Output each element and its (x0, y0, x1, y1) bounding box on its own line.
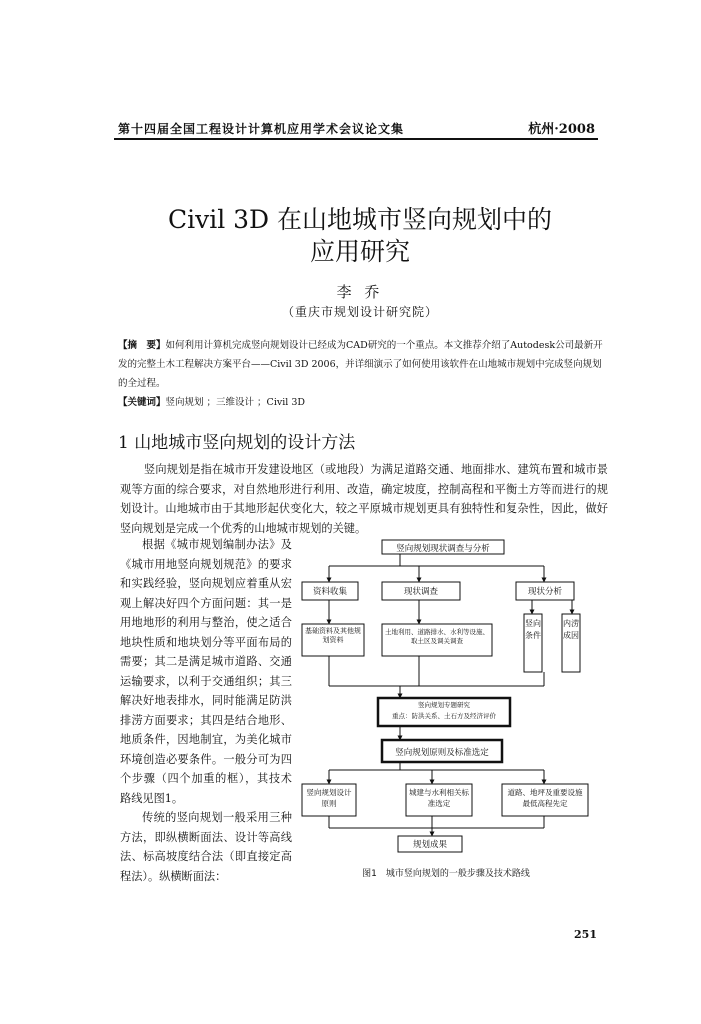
figure-caption: 图1 城市竖向规划的一般步骤及技术路线 (362, 869, 530, 879)
section-title: 1 山地城市竖向规划的设计方法 (118, 433, 356, 453)
keywords-label: 【关键词】 (118, 397, 166, 408)
keywords-text: 竖向规划 ；三维设计 ；Civil 3D (165, 397, 305, 408)
paragraph-1: 竖向规划是指在城市开发建设地区（或地段）为满足道路交通、地面排水、建筑布置和城市景观等方面的综合要求，对自然地形进行利用、改造，确定坡度，控制高程和平衡土方等而进行的规划设计。山地城市由于其地形起伏变化大，较之平原城市规划更具有独特性和复杂性，因此，做好竖向规划是完成一个优秀的山地城市规划的关键。 (120, 463, 608, 535)
box-data-collection: 资料收集 (312, 587, 348, 597)
paper-title-line-2: 应用研究 (309, 237, 410, 266)
flowchart-figure (296, 536, 608, 888)
paper-title-line-1: Civil 3D 在山地城市竖向规划中的 (167, 205, 553, 234)
keywords (118, 394, 608, 408)
box-special-study: 竖向规划专题研究 (418, 701, 470, 709)
box-planning-results: 规划成果 (412, 840, 448, 850)
box-survey-analysis: 竖向规划现状调查与分析 (396, 544, 490, 554)
box-land-use-survey: 土地利用、道路排水、水利等设施、取土区及调关调查 (385, 628, 489, 645)
box-site-analysis: 现状分析 (527, 587, 563, 597)
paragraph-2: 根据《城市规划编制办法》及《城市用地竖向规划规范》的要求和实践经验，竖向规划应着重从宏观上解决好四个方面问题：其一是用地地形的利用与整治，使之适合地块性质和地块划分等平面布局的需要；其二是满足城市道路、交通运输要求，以利于交通组织；其三解决好地表排水，同时能满足防洪排涝方面要求；其四是结合地形、地质条件，因地制宜，为美化城市环境创造必要条件。一般分可为四个步骤（四个加重的框），其技术路线见图1。 (120, 538, 292, 805)
box-waterlogging-causes: 内涝成因 (563, 619, 579, 640)
abstract-text: 如何利用计算机完成竖向规划设计已经成为CAD研究的一个重点。本文推荐介绍了Autodesk公司最新开发的完整土木工程解决方案平台——Civil 3D 2006，并详细演示了如何使用该软件在山地城市规划中完成竖向规划的全过程。 (118, 340, 603, 389)
affiliation: （重庆市规划设计研究院） (281, 305, 438, 319)
box-design-principles: 竖向规划设计原则 (306, 788, 352, 808)
running-header-location: 杭州·2008 (528, 122, 595, 137)
paragraph-3: 传统的竖向规划一般采用三种方法，即纵横断面法、设计等高线法、标高坡度结合法（即直接定高程法）。纵横断面法： (120, 811, 292, 883)
header-rule (114, 138, 598, 140)
box-vertical-conditions: 竖向条件 (525, 619, 541, 640)
box-water-standards: 城建与水利相关标准选定 (409, 788, 469, 808)
box-special-study-focus: 重点：防洪关系、土石方及经济评价 (392, 712, 496, 720)
page-number: 251 (574, 928, 597, 941)
box-site-survey: 现状调查 (403, 587, 439, 597)
abstract (118, 336, 608, 393)
running-header: 第十四届全国工程设计计算机应用学术会议论文集 (118, 122, 405, 136)
box-principles-standards: 竖向规划原则及标准选定 (395, 748, 489, 758)
box-basic-data: 基础资料及其他规划资料 (305, 627, 361, 644)
author: 李 乔 (336, 283, 384, 301)
left-column (120, 535, 292, 886)
box-road-elevations: 道路、地坪及重要设施最低高程先定 (507, 788, 583, 808)
abstract-label: 【摘 要】 (118, 340, 166, 351)
